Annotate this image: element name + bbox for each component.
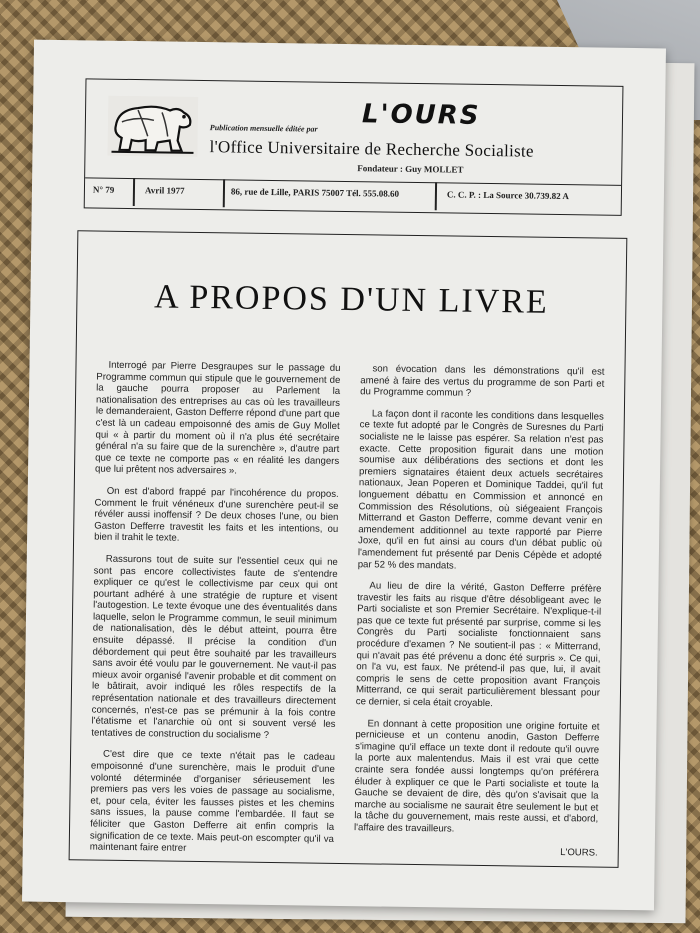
masthead-info-row [85,177,621,214]
article-box [69,230,628,868]
paragraph: Interrogé par Pierre Desgraupes sur le passage du Programme commun qui stipule que le gouvernement de la gauche pourra proposer au Parlement la nationalisation des entreprises au cas où les travailleurs le demanderaient, Gaston Defferre répond d'une part que c'est là un cadeau empoisonné des amis de Guy Mollet qui « à partir du moment où il n'a plus été secrétaire général n'a su faire que de la surenchère », d'autre part que ce texte ne comporte pas « en réalité les dangers que lui prêtent nos adversaires ». [94,359,341,477]
paragraph: En donnant à cette proposition une origine fortuite et pernicieuse et un contenu anodin, Gaston Defferre s'imagine qu'il efface un texte dont il redoute qu'il ouvre la porte aux malentendus. Mais il est vrai que cette crainte sera fondée aussi longtemps qu'on préférera éluder à expliquer ce que le Parti socialiste et toute la Gauche se devaient de dire, dès qu'on s'avisait que la marche au socialisme ne saurait être seulement le but et la tâche du gouvernement, mais reste aussi, et d'abord, l'affaire des travailleurs. [354,717,600,835]
office-name: l'Office Universitaire de Recherche Socialiste [209,137,534,161]
paragraph: C'est dire que ce texte n'était pas le cadeau empoisonné d'une surenchère, mais le produit d'une volonté déterminée d'organiser sérieusement les premiers pas vers les voies de passage au socialisme, et, pour cela, éviter les fausses pistes et les chemins sans issues, la pause comme l'embardée. Il faut se féliciter que Gaston Defferre ait enfin compris la signification de ce texte. Mais peut-on escompter qu'il va maintenant faire entrer [89,749,336,854]
paragraph: On est d'abord frappé par l'incohérence du propos. Comment le fruit vénéneux d'une surenchère peut-il se révéler aussi inoffensif ? De deux choses l'une, ou bien Gaston Defferre travestit les faits et les intentions, ou bien il trahit le texte. [94,485,339,545]
issue-number: N° 79 [92,184,115,195]
article-headline: A PROPOS D'UN LIVRE [153,278,549,321]
paragraph: Au lieu de dire la vérité, Gaston Defferre préfère travestir les faits au risque d'être désobligeant avec le Parti socialiste et son Premier Secrétaire. N'explique-t-il pas que ce texte fut présenté par surprise, comme si les Congrès du Parti socialiste fonctionnaient sans procédure d'examen ? Ne soutient-il pas : « Mitterrand, qui n'avait pas été prévenu a donc été surpris ». Ce qui, on l'a vu, est faux. Ne prétend-il pas que, lui, il avait compris le sens de cette proposition avant François Mitterrand, ce qui serait particulièrement blessant pour ce dernier, si cela était croyable. [355,580,602,710]
ccp-line: C. C. P. : La Source 30.739.82 A [446,189,570,202]
signature: L'OURS. [560,846,598,859]
masthead-top [85,79,622,185]
publication-line: Publication mensuelle éditée par [209,123,318,134]
paragraph: Rassurons tout de suite sur l'essentiel ceux qui ne sont pas encore collectivistes faute de s'entendre expliquer ce qu'est le collectivisme par ceux qui ont pourtant adhéré à une stratégie de rupture et visent l'autogestion. Le texte évoque une des éventualités dans laquelle, selon le Programme commun, le seuil minimum de nationalisation, dès le début atteint, pourra être ensuite dépassé. Il précise la condition d'un débordement qui peut être souhaité par les travailleurs sans avoir été voulu par le gouvernement. Ne vaut-il pas mieux avoir organisé l'avenir probable et dit comment on le bâtirait, avoir indiqué les rôles respectifs de la représentation nationale et des travailleurs directement concernés, n'est-ce pas se prémunir à la fois contre l'étatisme et l'anarchie où ont si souvent versé les tentatives de construction du socialisme ? [91,553,338,741]
paragraph: son évocation dans les démonstrations qu'il est amené à faire des vertus du programme de son Parti et du Programme commun ? [360,363,605,399]
masthead [84,78,624,215]
newsletter-title: L'OURS [361,99,481,131]
left-column [90,360,341,867]
paragraph: La façon dont il raconte les conditions dans lesquelles ce texte fut adopté par le Congrès de Suresnes du Parti socialiste ne le laisse pas espérer. Sa relation n'est pas exacte. Cette proposition figurait dans une motion soumise aux délibérations des sections et dont les premiers signataires étaient deux actuels secrétaires nationaux, Jean Poperen et Dominique Taddei, qu'il fut longuement débattu en Commission et annoncé en Commission des Résolutions, où siégeaient François Mitterrand et Gaston Defferre, comme devant venir en amendement additionnel au texte rapporté par Pierre Joxe, qu'il en fut ainsi au cours d'un débat public où l'amendement fut présenté par Denis Cépède et adopté par 52 % des mandats. [357,408,604,572]
divider [223,179,225,207]
address: 86, rue de Lille, PARIS 75007 Tél. 555.08.60 [230,186,400,199]
right-column [354,363,605,869]
article-body [89,359,605,859]
newsletter-page [22,40,666,911]
issue-date: Avril 1977 [144,185,185,196]
founder-line: Fondateur : Guy MOLLET [357,163,464,175]
bear-icon [107,96,198,157]
divider [133,178,135,206]
divider [435,182,437,210]
